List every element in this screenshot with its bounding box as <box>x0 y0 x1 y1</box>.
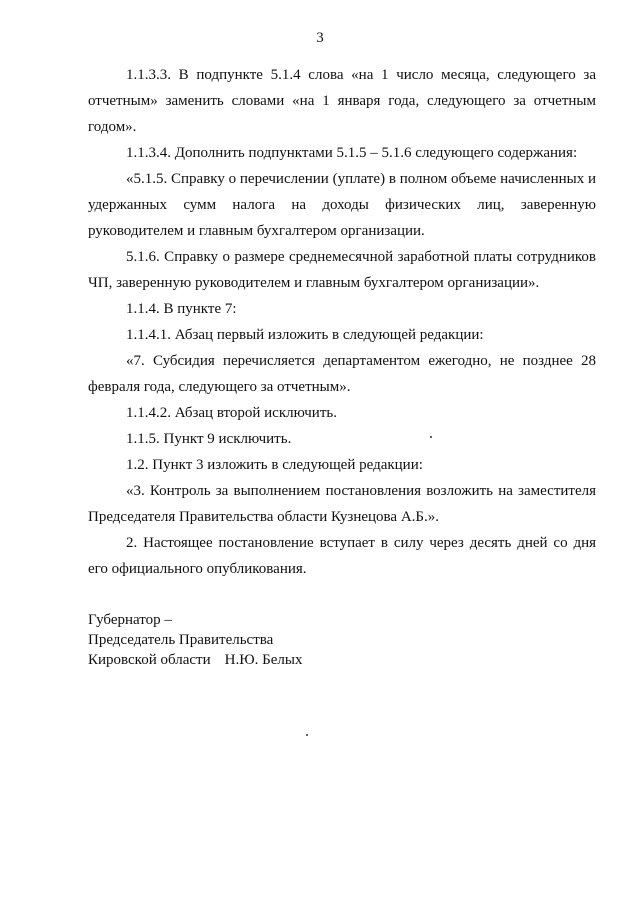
page-number: 3 <box>316 30 324 46</box>
signature-title-line-1: Губернатор – <box>88 612 172 628</box>
signature-title-line-2: Председатель Правительства <box>88 632 274 648</box>
paragraph-2: 2. Настоящее постановление вступает в силу через десять дней со дня его официального опубликования. <box>88 535 596 577</box>
signature-title-line-3 <box>88 650 302 670</box>
document-body <box>88 62 596 582</box>
signatory-name: Н.Ю. Белых <box>224 652 303 668</box>
scan-speck <box>306 734 308 736</box>
paragraph-1-1-4-2: 1.1.4.2. Абзац второй исключить. <box>126 405 337 421</box>
paragraph-5-1-6: 5.1.6. Справку о размере среднемесячной заработной платы сотрудников ЧП, заверенную руководителем и главным бухгалтером организации». <box>88 249 596 291</box>
paragraph-3: «3. Контроль за выполнением постановления возложить на заместителя Председателя Правительства области Кузнецова А.Б.». <box>88 483 596 525</box>
scan-speck <box>430 436 432 438</box>
signature-region: Кировской области <box>88 652 211 668</box>
paragraph-1-1-3-3: 1.1.3.3. В подпункте 5.1.4 слова «на 1 число месяца, следующего за отчетным» заменить словами «на 1 января года, следующего за отчетным годом». <box>88 67 596 135</box>
paragraph-1-1-4: 1.1.4. В пункте 7: <box>126 301 237 317</box>
paragraph-1-1-5: 1.1.5. Пункт 9 исключить. <box>126 431 292 447</box>
signature-block <box>88 610 302 670</box>
paragraph-1-1-4-1: 1.1.4.1. Абзац первый изложить в следующей редакции: <box>126 327 484 343</box>
paragraph-1-1-3-4: 1.1.3.4. Дополнить подпунктами 5.1.5 – 5.1.6 следующего содержания: <box>126 145 578 161</box>
paragraph-5-1-5: «5.1.5. Справку о перечислении (уплате) в полном объеме начисленных и удержанных сумм налога на доходы физических лиц, заверенную руководителем и главным бухгалтером организации. <box>88 171 596 239</box>
paragraph-1-2: 1.2. Пункт 3 изложить в следующей редакции: <box>126 457 423 473</box>
paragraph-7: «7. Субсидия перечисляется департаментом ежегодно, не позднее 28 февраля года, следующего за отчетным». <box>88 353 596 395</box>
